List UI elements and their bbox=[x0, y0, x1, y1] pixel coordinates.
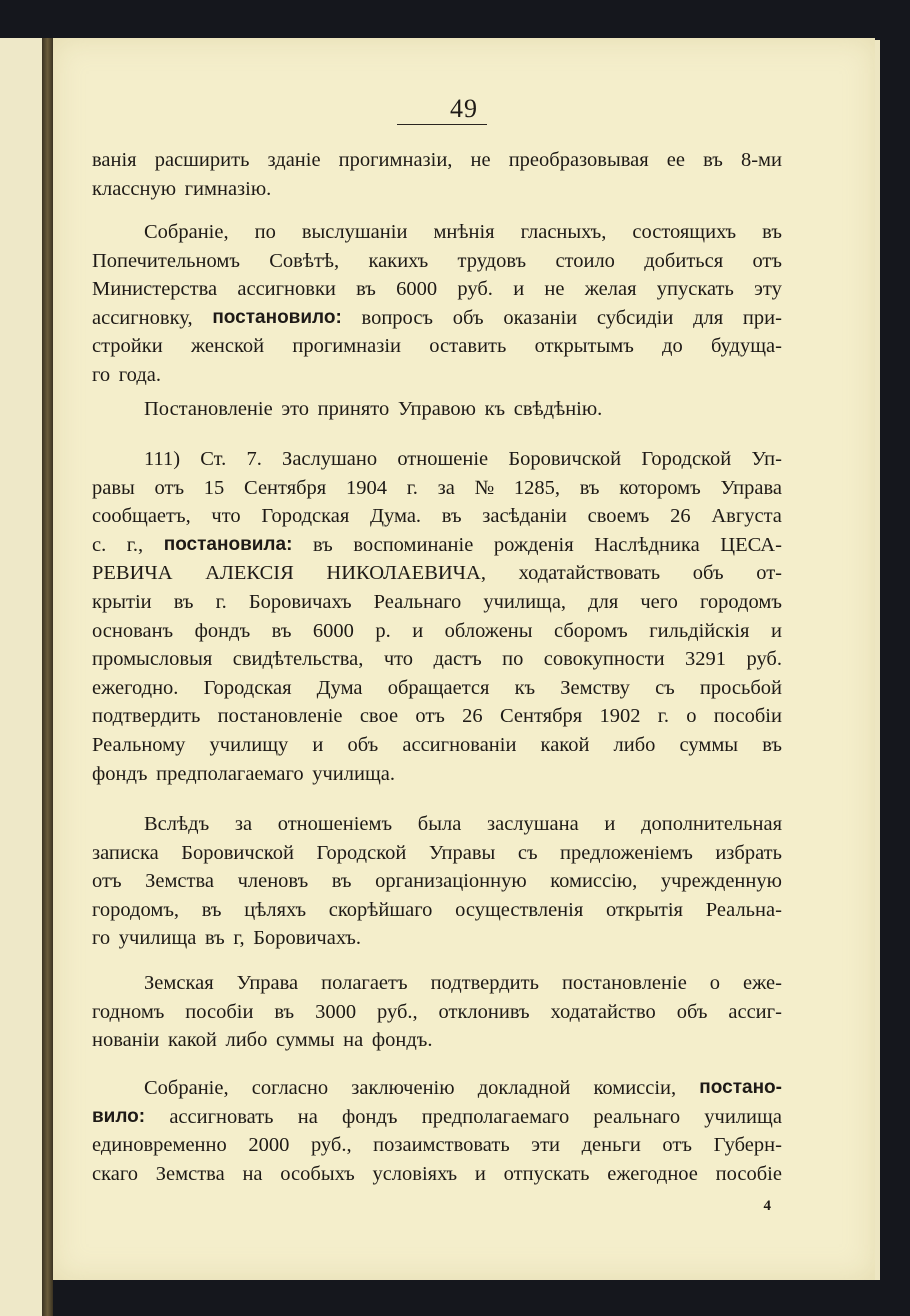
word: и bbox=[770, 619, 782, 642]
word: Заслушано bbox=[282, 448, 378, 470]
word: основанъ bbox=[92, 619, 174, 642]
word: своемъ bbox=[587, 505, 650, 528]
word: записка bbox=[92, 841, 159, 864]
word: свѣдѣнію. bbox=[513, 398, 603, 420]
word: будуща- bbox=[710, 335, 782, 358]
word: чего bbox=[640, 590, 678, 613]
word: годномъ bbox=[92, 1000, 165, 1023]
text-line bbox=[92, 617, 782, 646]
word: гимназію. bbox=[184, 177, 272, 200]
word: для bbox=[693, 306, 724, 329]
word: комиссію, bbox=[550, 870, 638, 893]
word: не bbox=[544, 278, 565, 301]
word: позаимствовать bbox=[373, 1134, 510, 1157]
word: открытія bbox=[605, 898, 683, 921]
word: которомъ bbox=[619, 476, 701, 499]
word: года. bbox=[118, 363, 161, 386]
word: эту bbox=[754, 278, 782, 301]
paragraph bbox=[92, 146, 782, 203]
word: на bbox=[242, 1162, 263, 1185]
text-line bbox=[92, 502, 782, 531]
text-line bbox=[92, 969, 782, 998]
document-page bbox=[53, 38, 875, 1280]
word: отъ bbox=[415, 705, 445, 728]
word: и bbox=[513, 278, 525, 301]
word: объ bbox=[347, 733, 379, 756]
word: и bbox=[412, 619, 424, 642]
word: отъ bbox=[662, 1134, 692, 1157]
word: еже- bbox=[743, 972, 782, 994]
word: руб. bbox=[457, 278, 493, 301]
word: училища, bbox=[483, 590, 567, 613]
word: за bbox=[437, 476, 455, 499]
word: отъ bbox=[752, 249, 782, 272]
paragraph bbox=[92, 445, 782, 788]
word: въ bbox=[274, 1000, 295, 1023]
signature-mark: 4 bbox=[763, 1198, 771, 1214]
word: с. bbox=[92, 533, 107, 556]
word: г. bbox=[215, 590, 227, 613]
word: осуществленія bbox=[455, 898, 584, 921]
word: го bbox=[92, 927, 111, 950]
word: учрежденную bbox=[660, 870, 782, 893]
word: Земская bbox=[144, 972, 214, 994]
word: Сентября bbox=[244, 476, 327, 499]
text-line bbox=[92, 445, 782, 474]
word: въ bbox=[271, 619, 292, 642]
paragraph bbox=[92, 810, 782, 953]
word: постано- bbox=[699, 1077, 782, 1098]
word: условіяхъ bbox=[372, 1162, 458, 1185]
word: объ bbox=[692, 562, 724, 585]
word: обращается bbox=[387, 676, 490, 699]
word: въ bbox=[331, 870, 352, 893]
word: отъ bbox=[92, 870, 122, 893]
paragraph bbox=[92, 395, 782, 424]
word: желая bbox=[584, 278, 637, 301]
word: Сентября bbox=[499, 705, 583, 728]
word: скорѣйшаго bbox=[328, 898, 433, 921]
word: дастъ bbox=[433, 648, 482, 671]
text-line bbox=[92, 760, 782, 789]
word: сборомъ bbox=[554, 619, 628, 642]
word: просьбой bbox=[699, 676, 782, 699]
word: ежегодно. bbox=[92, 676, 179, 699]
word: не bbox=[470, 149, 491, 171]
word: предполагаемаго bbox=[156, 762, 304, 785]
word: расширить bbox=[154, 149, 250, 171]
word: съ bbox=[517, 841, 538, 864]
word: совокупности bbox=[543, 648, 665, 671]
word: ЦЕСА- bbox=[720, 533, 782, 556]
word: отпускать bbox=[503, 1162, 590, 1185]
word: равы bbox=[92, 476, 135, 499]
word: организаціонную bbox=[375, 870, 527, 893]
word: свидѣтельства, bbox=[232, 648, 364, 671]
word: какихъ bbox=[368, 249, 429, 272]
word: Наслѣдника bbox=[594, 533, 700, 556]
word: въ bbox=[762, 221, 782, 243]
word: Совѣтѣ, bbox=[269, 249, 340, 272]
word: Боровичской bbox=[508, 448, 622, 470]
word: гласныхъ, bbox=[520, 221, 607, 243]
word: отношеніемъ bbox=[277, 813, 393, 835]
word: что bbox=[383, 648, 414, 671]
word: городомъ bbox=[700, 590, 782, 613]
word: прогимназіи, bbox=[338, 149, 453, 171]
word: особыхъ bbox=[280, 1162, 355, 1185]
word: предложеніемъ bbox=[560, 841, 693, 864]
text-line bbox=[92, 702, 782, 731]
word: выслушаніи bbox=[301, 221, 408, 243]
word: принято bbox=[317, 398, 390, 420]
word: нованіи bbox=[92, 1029, 160, 1052]
word: какой bbox=[167, 1029, 217, 1052]
text-line bbox=[92, 839, 782, 868]
word: Городская bbox=[261, 505, 350, 528]
word: крытіи bbox=[92, 590, 152, 613]
word: упускать bbox=[656, 278, 734, 301]
word: руб., bbox=[376, 1000, 418, 1023]
word: комиссіи, bbox=[593, 1077, 677, 1099]
word: суммы bbox=[679, 733, 739, 756]
word: ассиг- bbox=[728, 1000, 782, 1023]
word: либо bbox=[613, 733, 656, 756]
word: Городской bbox=[641, 448, 732, 470]
word: докладной bbox=[477, 1077, 571, 1099]
word: 7. bbox=[246, 448, 262, 470]
word: Губерн- bbox=[713, 1134, 782, 1157]
word: Управа bbox=[236, 972, 299, 994]
paragraph bbox=[92, 969, 782, 1055]
word: членовъ bbox=[237, 870, 309, 893]
word: и bbox=[474, 1162, 486, 1185]
text-line bbox=[92, 474, 782, 503]
word: состоящихъ bbox=[632, 221, 737, 243]
word: цѣляхъ bbox=[244, 898, 307, 921]
word: г., bbox=[126, 533, 144, 556]
word: постановило: bbox=[212, 306, 342, 328]
word: ассигновку, bbox=[92, 306, 193, 329]
word: промысловыя bbox=[92, 648, 213, 671]
word: ассигновки bbox=[237, 278, 336, 301]
word: ее bbox=[666, 149, 685, 171]
word: Дума bbox=[316, 676, 363, 699]
word: ходатайствовать bbox=[518, 562, 661, 585]
text-line bbox=[92, 645, 782, 674]
word: ходатайство bbox=[550, 1000, 656, 1023]
word: Земства bbox=[155, 1162, 225, 1185]
word: Собраніе, bbox=[144, 221, 229, 243]
word: прогимназіи bbox=[292, 335, 402, 358]
text-line bbox=[92, 146, 782, 175]
word: 1904 bbox=[345, 476, 387, 499]
word: субсидіи bbox=[596, 306, 674, 329]
word: городомъ, bbox=[92, 898, 180, 921]
word: р. bbox=[375, 619, 391, 642]
text-line bbox=[92, 731, 782, 760]
word: на bbox=[343, 1029, 364, 1052]
word: предполагаемаго bbox=[421, 1105, 570, 1128]
word: Земству bbox=[560, 676, 630, 699]
text-line bbox=[92, 247, 782, 276]
word: пособіе bbox=[715, 1162, 782, 1185]
word: НИКОЛАЕВИЧА, bbox=[326, 562, 486, 585]
word: за bbox=[234, 813, 253, 835]
word: сообщаетъ, bbox=[92, 505, 191, 528]
word: реальнаго bbox=[593, 1105, 681, 1128]
text-line bbox=[92, 559, 782, 588]
word: по bbox=[254, 221, 276, 243]
word: постановленіе bbox=[561, 972, 687, 994]
word: отклонивъ bbox=[438, 1000, 530, 1023]
word: 6000 bbox=[396, 278, 438, 301]
word: дополнительная bbox=[641, 813, 782, 835]
word: фондъ bbox=[92, 762, 148, 785]
word: г. bbox=[406, 476, 418, 499]
word: воспоминаніе bbox=[353, 533, 474, 556]
word: въ bbox=[579, 476, 600, 499]
word: полагаетъ bbox=[321, 972, 408, 994]
word: Управою bbox=[397, 398, 476, 420]
word: зданіе bbox=[267, 149, 321, 171]
word: въ bbox=[201, 898, 222, 921]
word: въ bbox=[356, 278, 376, 301]
word: отношеніе bbox=[397, 448, 489, 470]
word: Боровичахъ bbox=[248, 590, 352, 613]
word: Дума. bbox=[370, 505, 422, 528]
word: стройки bbox=[92, 335, 163, 358]
word: Вслѣдъ bbox=[144, 813, 210, 835]
word: рожденія bbox=[493, 533, 574, 556]
word: гильдійскія bbox=[649, 619, 750, 642]
word: съ bbox=[655, 676, 675, 699]
word: подтвердить bbox=[430, 972, 539, 994]
word: скаго bbox=[92, 1162, 138, 1185]
word: заключенію bbox=[351, 1077, 455, 1099]
word: г, bbox=[233, 927, 245, 950]
word: 6000 bbox=[312, 619, 354, 642]
word: Управа bbox=[720, 476, 782, 499]
text-line bbox=[92, 304, 782, 333]
word: Августа bbox=[711, 505, 782, 528]
word: Реальному bbox=[92, 733, 186, 756]
word: го bbox=[92, 363, 111, 386]
word: постановленіе bbox=[217, 705, 343, 728]
word: до bbox=[662, 335, 683, 358]
word: и bbox=[604, 813, 616, 835]
word: 26 bbox=[670, 505, 691, 528]
word: ассигнованіи bbox=[402, 733, 517, 756]
word: добиться bbox=[644, 249, 724, 272]
word: АЛЕКСІЯ bbox=[205, 562, 294, 585]
word: была bbox=[417, 813, 462, 835]
word: на bbox=[297, 1105, 318, 1128]
word: вило: bbox=[92, 1105, 146, 1127]
word: г. bbox=[657, 705, 669, 728]
word: Городская bbox=[203, 676, 292, 699]
word: училища. bbox=[312, 762, 395, 785]
word: фондъ bbox=[342, 1105, 398, 1128]
word: трудовъ bbox=[457, 249, 527, 272]
word: объ bbox=[676, 1000, 708, 1023]
word: стоило bbox=[555, 249, 615, 272]
word: Собраніе, bbox=[144, 1077, 229, 1099]
word: училища bbox=[704, 1105, 782, 1128]
page-number: 49 bbox=[450, 94, 478, 123]
word: это bbox=[281, 398, 310, 420]
text-line bbox=[92, 218, 782, 247]
text-line bbox=[92, 531, 782, 560]
word: о bbox=[686, 705, 697, 728]
word: Попечительномъ bbox=[92, 249, 240, 272]
previous-page-edge bbox=[0, 38, 42, 1316]
text-line bbox=[92, 896, 782, 925]
word: от- bbox=[756, 562, 782, 585]
word: женской bbox=[190, 335, 265, 358]
word: въ bbox=[762, 733, 782, 756]
word: въ bbox=[312, 533, 333, 556]
word: въ bbox=[441, 505, 462, 528]
word: свое bbox=[359, 705, 399, 728]
word: фондъ. bbox=[371, 1029, 433, 1052]
word: ассигновать bbox=[169, 1105, 274, 1128]
word: при- bbox=[742, 306, 782, 329]
word: РЕВИЧА bbox=[92, 562, 173, 585]
word: руб. bbox=[746, 648, 782, 671]
word: Городской bbox=[316, 841, 407, 864]
text-line bbox=[92, 1074, 782, 1103]
text-line bbox=[92, 810, 782, 839]
word: оказаніи bbox=[503, 306, 578, 329]
word: классную bbox=[92, 177, 177, 200]
word: мнѣнія bbox=[433, 221, 495, 243]
word: деньги bbox=[581, 1134, 641, 1157]
word: къ bbox=[484, 398, 506, 420]
word: 111) bbox=[144, 448, 181, 470]
word: въ bbox=[173, 590, 194, 613]
word: ванія bbox=[92, 149, 137, 171]
word: что bbox=[211, 505, 241, 528]
word: о bbox=[709, 972, 721, 994]
word: 3000 bbox=[315, 1000, 357, 1023]
word: ежегодное bbox=[607, 1162, 698, 1185]
text-line bbox=[92, 361, 782, 390]
text-line bbox=[92, 998, 782, 1027]
word: отъ bbox=[154, 476, 185, 499]
word: преобразовывая bbox=[508, 149, 649, 171]
text-line bbox=[92, 588, 782, 617]
word: Министерства bbox=[92, 278, 218, 301]
word: избрать bbox=[715, 841, 782, 864]
word: заслушана bbox=[487, 813, 579, 835]
word: оставить bbox=[429, 335, 507, 358]
word: открытымъ bbox=[534, 335, 634, 358]
word: 8-ми bbox=[740, 149, 782, 171]
word: Земства bbox=[145, 870, 215, 893]
word: 1285, bbox=[513, 476, 560, 499]
word: фондъ bbox=[194, 619, 251, 642]
word: 15 bbox=[203, 476, 225, 499]
word: въ bbox=[703, 149, 723, 171]
text-line bbox=[92, 1026, 782, 1055]
text-line bbox=[92, 332, 782, 361]
text-line bbox=[92, 1131, 782, 1160]
word: Управы bbox=[428, 841, 496, 864]
word: № bbox=[474, 476, 495, 499]
text-line bbox=[92, 395, 782, 424]
word: къ bbox=[514, 676, 536, 699]
header-rule bbox=[397, 124, 487, 125]
word: либо bbox=[225, 1029, 268, 1052]
text-line bbox=[92, 1160, 782, 1189]
paragraph bbox=[92, 218, 782, 390]
word: 2000 bbox=[248, 1134, 290, 1157]
word: 26 bbox=[462, 705, 483, 728]
word: подтвердить bbox=[92, 705, 201, 728]
word: 3291 bbox=[685, 648, 727, 671]
word: Уп- bbox=[751, 448, 782, 470]
word: постановила: bbox=[163, 533, 293, 555]
word: засѣданіи bbox=[482, 505, 567, 528]
paragraph bbox=[92, 1074, 782, 1188]
word: Ст. bbox=[200, 448, 227, 470]
word: Реальна- bbox=[705, 898, 782, 921]
word: руб., bbox=[310, 1134, 352, 1157]
word: объ bbox=[452, 306, 484, 329]
text-line bbox=[92, 1103, 782, 1132]
text-line bbox=[92, 924, 782, 953]
word: въ bbox=[205, 927, 225, 950]
word: вопросъ bbox=[361, 306, 434, 329]
text-line bbox=[92, 674, 782, 703]
word: пособіи bbox=[713, 705, 782, 728]
word: училища bbox=[118, 927, 197, 950]
text-line bbox=[92, 175, 782, 204]
word: Боровичской bbox=[181, 841, 294, 864]
book-gutter bbox=[42, 38, 53, 1316]
word: обложены bbox=[444, 619, 533, 642]
word: Реальнаго bbox=[373, 590, 462, 613]
word: суммы bbox=[275, 1029, 335, 1052]
word: Боровичахъ. bbox=[253, 927, 362, 950]
word: эти bbox=[531, 1134, 560, 1157]
word: пособіи bbox=[185, 1000, 254, 1023]
word: по bbox=[502, 648, 524, 671]
word: единовременно bbox=[92, 1134, 227, 1157]
text-line bbox=[92, 867, 782, 896]
word: Постановленіе bbox=[144, 398, 273, 420]
text-line bbox=[92, 275, 782, 304]
word: 1902 bbox=[599, 705, 641, 728]
word: какой bbox=[540, 733, 590, 756]
word: согласно bbox=[251, 1077, 329, 1099]
word: училищу bbox=[209, 733, 289, 756]
word: для bbox=[588, 590, 619, 613]
word: и bbox=[312, 733, 324, 756]
